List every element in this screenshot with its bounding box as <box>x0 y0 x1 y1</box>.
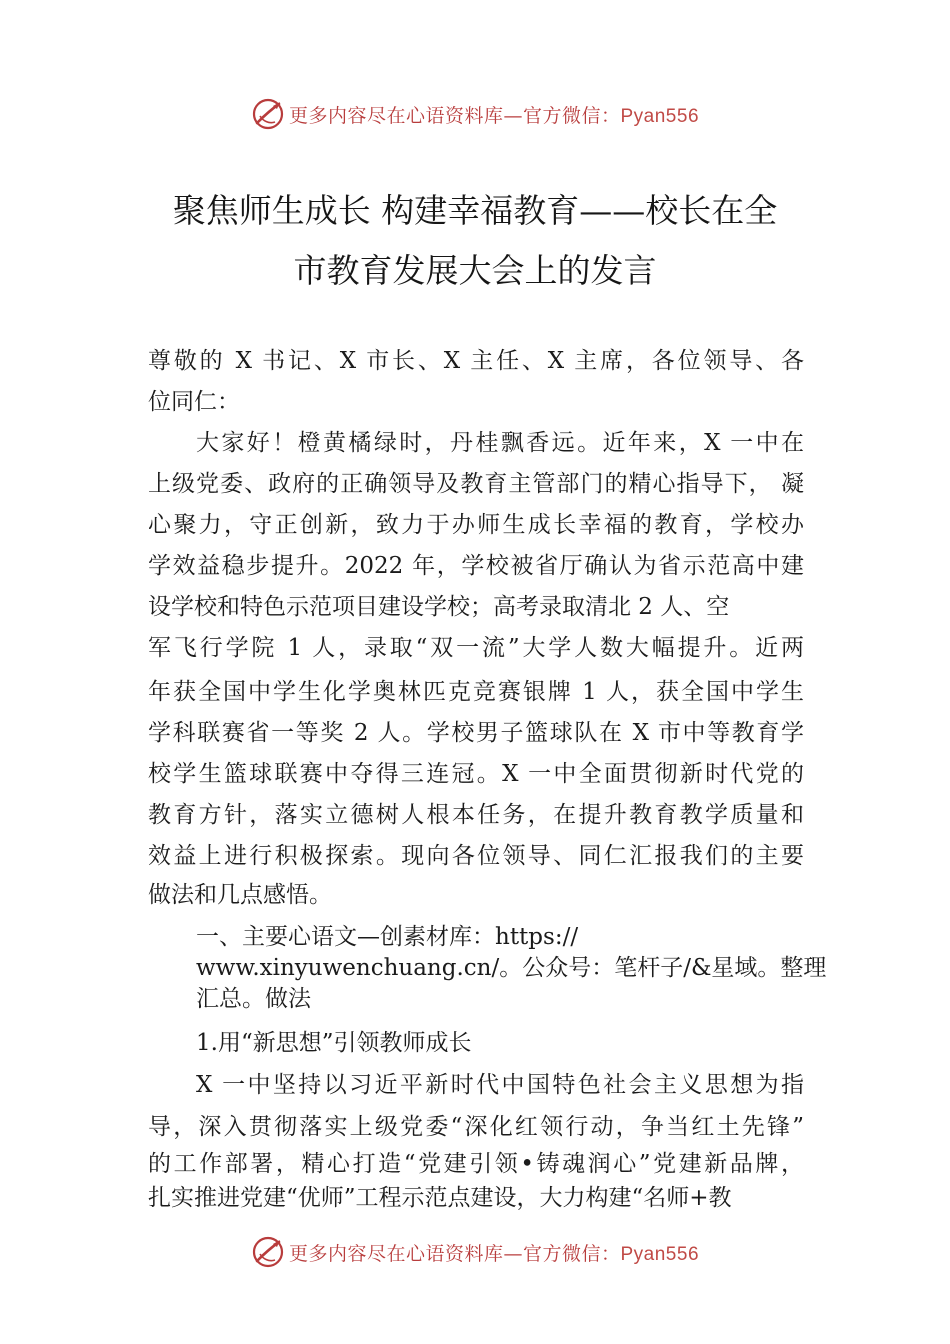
body-line: 扎实推进党建“优师”工程示范点建设，大力构建“名师+教 <box>148 1185 732 1211</box>
document-title-line-1: 聚焦师生成长 构建幸福教育——校长在全 <box>172 191 778 230</box>
body-line: 做法和几点感悟。 <box>148 882 332 908</box>
body-line: 学效益稳步提升。2022 年，学校被省厅确认为省示范高中建 <box>148 553 804 579</box>
wechat-id: Pyan556 <box>620 105 700 127</box>
body-line: 位同仁： <box>148 389 240 415</box>
body-line: 尊敬的 X 书记、X 市长、X 主任、X 主席，各位领导、各 <box>148 348 804 374</box>
header-watermark <box>0 94 950 134</box>
body-line: 年获全国中学生化学奥林匹克竞赛银牌 1 人，获全国中学生 <box>148 679 804 705</box>
footer-watermark <box>0 1232 950 1272</box>
body-line: X 一中坚持以习近平新时代中国特色社会主义思想为指 <box>196 1072 804 1098</box>
body-line: 心聚力，守正创新，致力于办师生成长幸福的教育，学校办 <box>148 512 804 538</box>
section-heading-line: 一、主要心语文—创素材库：https:// <box>196 924 579 950</box>
pen-seal-logo-icon <box>251 97 285 131</box>
body-line: 效益上进行积极探索。现向各位领导、同仁汇报我们的主要 <box>148 843 804 869</box>
watermark-text: 更多内容尽在心语资料库—官方微信：Pyan556 <box>288 1242 700 1265</box>
body-line: 导，深入贯彻落实上级党委“深化红领行动，争当红土先锋” <box>148 1114 804 1140</box>
wechat-id: Pyan556 <box>620 1243 700 1265</box>
body-line: 教育方针，落实立德树人根本任务，在提升教育教学质量和 <box>148 802 804 828</box>
watermark-text: 更多内容尽在心语资料库—官方微信：Pyan556 <box>288 104 700 127</box>
body-line: 校学生篮球联赛中夺得三连冠。X 一中全面贯彻新时代党的 <box>148 761 804 787</box>
pen-seal-logo-icon <box>251 1235 285 1269</box>
subsection-heading: 1.用“新思想”引领教师成长 <box>196 1030 472 1056</box>
section-heading-line: www.xinyuwenchuang.cn/。公众号：笔杆子/&星域。整理 <box>196 955 827 981</box>
body-line: 上级党委、政府的正确领导及教育主管部门的精心指导下， 凝 <box>148 471 804 497</box>
body-line: 学科联赛省一等奖 2 人。学校男子篮球队在 X 市中等教育学 <box>148 720 804 746</box>
body-line: 设学校和特色示范项目建设学校；高考录取清北 2 人、空 <box>148 594 730 620</box>
section-heading-line: 汇总。做法 <box>196 986 311 1012</box>
body-line: 的工作部署，精心打造“党建引领•铸魂润心”党建新品牌， <box>148 1151 804 1177</box>
document-title-line-2: 市教育发展大会上的发言 <box>293 251 657 290</box>
body-line: 大家好！橙黄橘绿时，丹桂飘香远。近年来，X 一中在 <box>196 430 804 456</box>
body-line: 军飞行学院 1 人，录取“双一流”大学人数大幅提升。近两 <box>148 635 804 661</box>
